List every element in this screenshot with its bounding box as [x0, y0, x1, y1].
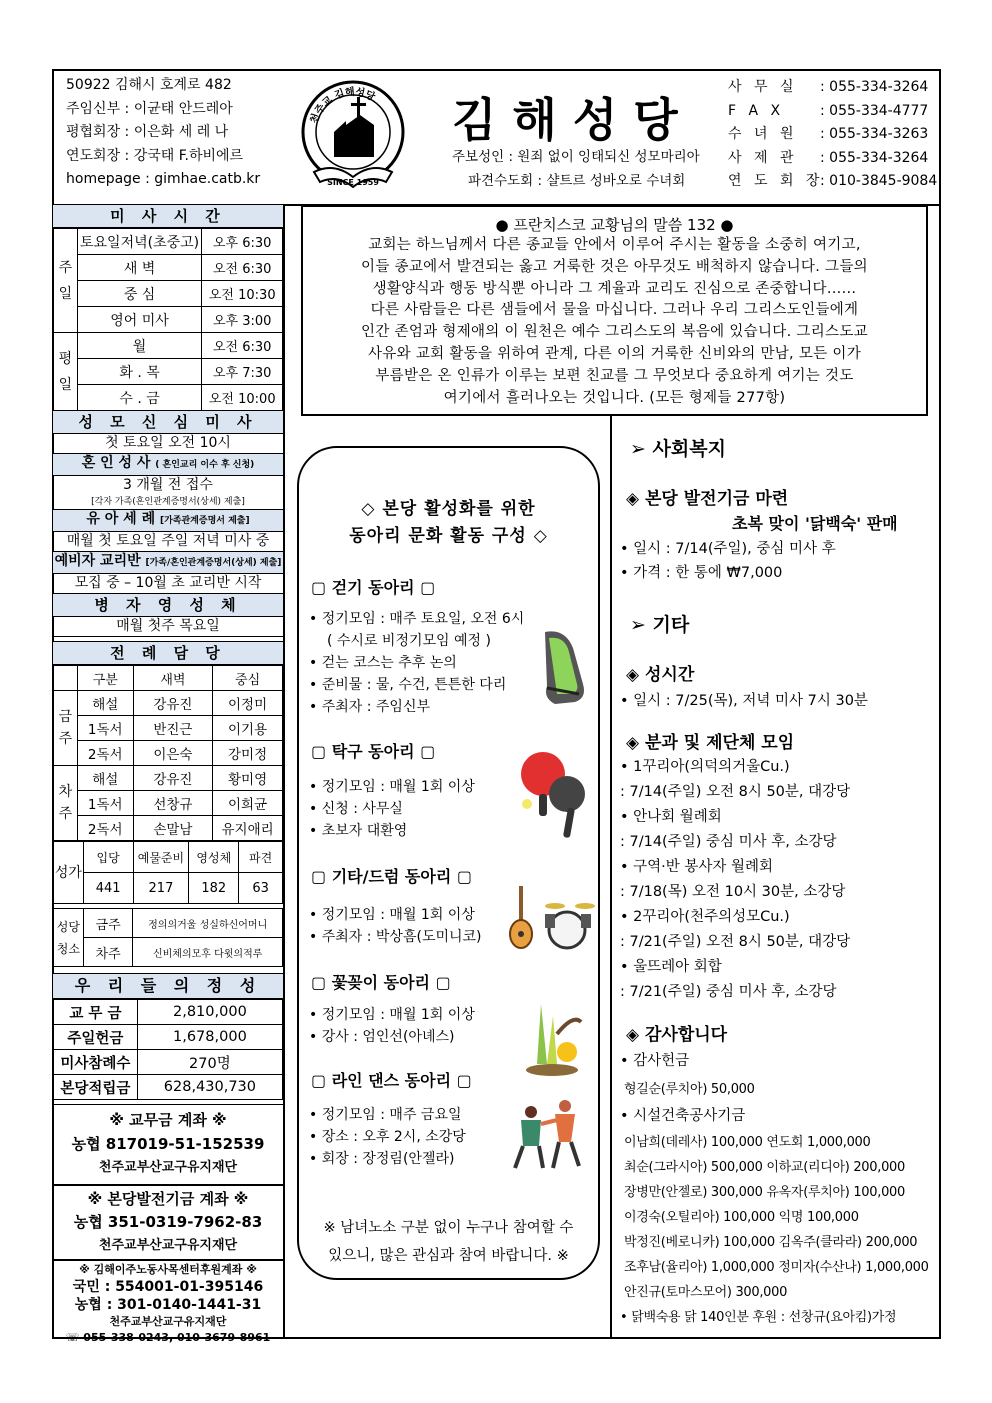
- table-row: [54, 816, 283, 841]
- contact-number: : 055-334-3264: [820, 149, 929, 166]
- mass-name: 토요일저녁(초중고): [77, 229, 202, 255]
- liturgy-cell: 해설: [77, 766, 133, 791]
- liturgy-week-label: 차주: [54, 766, 78, 841]
- liturgy-corner: [54, 666, 78, 691]
- donor-line: 장병만(안젤로) 300,000 유옥자(루치아) 100,000: [624, 1185, 905, 1200]
- offering-value: 628,430,730: [137, 1075, 282, 1100]
- table-row: [54, 716, 283, 741]
- homepage-link[interactable]: homepage : gimhae.catb.kr: [66, 171, 261, 187]
- guitar-drum-club-title: ▢ 기타/드럼 동아리 ▢: [311, 867, 472, 886]
- account-3-number-1: 국민 : 554001-01-395146: [72, 1279, 264, 1295]
- contact-label: 수 녀 원: [728, 126, 798, 142]
- liturgy-cell: 2독서: [77, 741, 133, 766]
- thanks-chicken-donor: • 닭백숙용 닭 140인분 후원 : 선창규(요아킴)가정: [620, 1310, 897, 1325]
- contact-row: [728, 100, 937, 124]
- contact-row: [728, 170, 937, 194]
- council-president: 평협회장 : 이은화 세 레 나: [66, 124, 229, 140]
- header-info: [66, 74, 260, 192]
- fund-subtitle: 초복 맞이 '닭백숙' 판매: [732, 514, 898, 533]
- contact-row: [728, 147, 937, 171]
- contact-list: [728, 76, 937, 194]
- club-detail: • 초보자 대환영: [309, 820, 475, 842]
- choir-hymn-number: 217: [133, 873, 189, 904]
- clubs-footer-line-2: 있으니, 많은 관심과 참여 바랍니다. ※: [328, 1248, 569, 1264]
- group-line: • 1꾸리아(의덕의거울Cu.): [620, 759, 790, 775]
- club-detail: • 신청 : 사무실: [309, 798, 475, 820]
- choir-value-row: [54, 873, 283, 904]
- quote-line: 부름받은 온 인류가 이루는 보편 친교를 그 무엇보다 중요하게 여기는 것도: [375, 367, 854, 384]
- mass-row: [54, 385, 283, 411]
- choir-header: 파견: [239, 842, 283, 873]
- catechumen-text: 모집 중 – 10월 초 교리반 시작: [53, 574, 283, 594]
- club-detail: • 정기모임 : 매월 1회 이상: [309, 904, 482, 926]
- pope-quote-title: ● 프란치스코 교황님의 말씀 132 ●: [495, 216, 734, 234]
- pastor: 주임신부 : 이균태 안드레아: [66, 100, 233, 117]
- right-column-divider: [610, 416, 612, 1339]
- mass-name: 수 . 금: [77, 385, 202, 411]
- offering-table: [53, 999, 283, 1100]
- flower-arrangement-icon: [517, 994, 587, 1078]
- mass-name: 영어 미사: [77, 307, 202, 333]
- holy-hour-date: • 일시 : 7/25(목), 저녁 미사 7시 30분: [620, 693, 868, 709]
- thanks-offering-label: • 감사헌금: [620, 1053, 690, 1069]
- clubs-box: [297, 446, 600, 1280]
- group-line: • 안나회 월례회: [620, 809, 722, 825]
- table-row: [54, 791, 283, 816]
- club-detail: • 걷는 코스는 추후 논의: [309, 652, 524, 674]
- choir-header: 입당: [83, 842, 133, 873]
- mass-name: 중 심: [77, 281, 202, 307]
- mass-row: [54, 255, 283, 281]
- club-detail: • 정기모임 : 매월 1회 이상: [309, 776, 475, 798]
- groups-list: [620, 755, 850, 1005]
- pope-quote-box: [301, 205, 928, 416]
- parish-logo-icon: [294, 77, 412, 195]
- group-line: • 울뜨레아 회합: [620, 959, 722, 975]
- cleaning-table: [53, 908, 283, 967]
- flower-club-details: [309, 1004, 475, 1048]
- contact-row: [728, 76, 937, 100]
- mass-group-label: 주일: [54, 229, 78, 333]
- choir-header-row: [54, 842, 283, 873]
- mass-row: [54, 333, 283, 359]
- choir-label: 성가: [54, 842, 84, 904]
- choir-table: [53, 841, 283, 904]
- contact-label: F A X: [728, 102, 785, 119]
- choir-hymn-number: 441: [83, 873, 133, 904]
- account-box-2: [53, 1184, 283, 1257]
- mission-order: 파견수도회 : 샬트르 성바오로 수녀회: [468, 173, 686, 189]
- quote-line: 이들 종교에서 발견되는 옳고 거룩한 것은 아무것도 배척하지 않습니다. 그들의: [361, 258, 868, 275]
- baptism-title: 유 아 세 례 [가족관계증명서 제출]: [53, 510, 283, 532]
- mass-times-table: [53, 228, 283, 411]
- quote-line: 인간 존엄과 형제애의 이 원천은 예수 그리스도의 복음에 있습니다. 그리스도교: [361, 324, 868, 341]
- mass-time: 오전 6:30: [202, 333, 283, 359]
- table-row: [54, 766, 283, 791]
- cleaning-next-group: 신비체의모후 다윗의적루: [133, 938, 283, 967]
- contact-label: 연 도 회 장: [728, 173, 824, 189]
- sick-communion-title: 병 자 영 성 체: [53, 594, 283, 617]
- svg-text:SINCE 1959: SINCE 1959: [327, 178, 379, 187]
- donor-line: 최순(그라시아) 500,000 이하교(리디아) 200,000: [624, 1160, 905, 1175]
- table-tennis-club-details: [309, 776, 475, 842]
- fund-date: • 일시 : 7/14(주일), 중심 미사 후: [620, 541, 836, 557]
- club-detail: • 주최자 : 박상흠(도미니코): [309, 926, 482, 948]
- thanks-title: ◈ 감사합니다: [626, 1025, 728, 1045]
- holy-hour-title: ◈ 성시간: [626, 665, 695, 685]
- liturgy-cell: 선창규: [133, 791, 213, 816]
- offering-value: 270명: [137, 1050, 282, 1075]
- choir-header: 예물준비: [133, 842, 189, 873]
- thanks-building-label: • 시설건축공사기금: [620, 1108, 746, 1124]
- social-welfare-heading: ➢ 사회복지: [630, 438, 726, 460]
- contact-label: 사 무 실: [728, 79, 798, 95]
- choir-header: 영성체: [189, 842, 239, 873]
- liturgy-cell: 유지애리: [213, 816, 283, 841]
- offering-label: 교 무 금: [54, 1000, 138, 1025]
- liturgy-cell: 이희균: [213, 791, 283, 816]
- svg-text:천주교 김해성당: 천주교 김해성당: [309, 86, 377, 125]
- account-1-owner: 천주교부산교구유지재단: [98, 1160, 238, 1175]
- sick-communion-text: 매월 첫주 목요일: [53, 617, 283, 637]
- shoe-icon: [535, 628, 589, 706]
- contact-row: [728, 123, 937, 147]
- club-detail: • 회장 : 장정림(안젤라): [309, 1148, 466, 1170]
- clubs-footer-line-1: ※ 남녀노소 구분 없이 누구나 참여할 수: [323, 1220, 574, 1236]
- cleaning-label: 성당청소: [54, 909, 84, 967]
- wedding-title: 혼 인 성 사 ( 혼인교리 이수 후 신청): [53, 454, 283, 476]
- mary-mass-time: 첫 토요일 오전 10시: [53, 434, 283, 454]
- cleaning-this-week: 금주: [83, 909, 133, 938]
- offering-label: 본당적립금: [54, 1075, 138, 1100]
- offering-label: 미사참례수: [54, 1050, 138, 1075]
- quote-line: 생활양식과 행동 방식뿐 아니라 그 계율과 교리도 진심으로 존중합니다......: [372, 280, 857, 297]
- group-line: • 2꾸리아(천주의성모Cu.): [620, 909, 790, 925]
- cleaning-next-week: 차주: [83, 938, 133, 967]
- liturgy-header: 새벽: [133, 666, 213, 691]
- offering-value: 2,810,000: [137, 1000, 282, 1025]
- clubs-title-line-1: ◇ 본당 활성화를 위한: [361, 499, 536, 519]
- walking-club-details: [309, 608, 524, 718]
- catechumen-title: 예비자 교리반 [가족/혼인관계증명서(상세) 제출]: [53, 552, 283, 574]
- mass-group-label: 평일: [54, 333, 78, 411]
- contact-number: : 055-334-4777: [820, 102, 929, 119]
- liturgy-cell: 1독서: [77, 791, 133, 816]
- fund-price: • 가격 : 한 통에 ₩7,000: [620, 565, 783, 581]
- group-line: • 구역·반 봉사자 월례회: [620, 859, 774, 875]
- club-detail: • 주최자 : 주임신부: [309, 696, 524, 718]
- offering-row: [54, 1075, 283, 1100]
- club-detail: • 정기모임 : 매주 금요일: [309, 1104, 466, 1126]
- account-2-owner: 천주교부산교구유지재단: [98, 1238, 238, 1253]
- account-box-3: [53, 1259, 283, 1346]
- mary-mass-title: 성 모 신 심 미 사: [53, 411, 283, 434]
- offering-value: 1,678,000: [137, 1025, 282, 1050]
- contact-number: : 055-334-3263: [820, 126, 929, 142]
- liturgy-cell: 1독서: [77, 716, 133, 741]
- liturgy-title: 전 례 담 당: [53, 641, 283, 665]
- liturgy-cell: 반진근: [133, 716, 213, 741]
- club-detail: • 정기모임 : 매월 1회 이상: [309, 1004, 475, 1026]
- offering-label: 주일헌금: [54, 1025, 138, 1050]
- mass-time: 오전 10:30: [202, 281, 283, 307]
- liturgy-header: 중심: [213, 666, 283, 691]
- liturgy-cell: 강미정: [213, 741, 283, 766]
- baptism-text: 매월 첫 토요일 주일 저녁 미사 중: [53, 532, 283, 552]
- mass-time: 오후 3:00: [202, 307, 283, 333]
- mass-time: 오전 10:00: [202, 385, 283, 411]
- page-title: 김해성당: [452, 93, 694, 147]
- mass-times-title: 미 사 시 간: [53, 205, 283, 228]
- clubs-footer: [299, 1214, 598, 1270]
- liturgy-header: 구분: [77, 666, 133, 691]
- liturgy-table: [53, 665, 283, 841]
- account-box-1: [53, 1104, 283, 1180]
- clubs-title-line-2: 동아리 문화 활동 구성 ◇: [349, 526, 548, 546]
- liturgy-cell: 이은숙: [133, 741, 213, 766]
- liturgy-cell: 강유진: [133, 691, 213, 716]
- mass-time: 오전 6:30: [202, 255, 283, 281]
- offering-row: [54, 1025, 283, 1050]
- left-column: [53, 205, 283, 1346]
- wedding-text: 3 개월 전 접수: [123, 477, 213, 493]
- offering-row: [54, 1000, 283, 1025]
- table-tennis-club-title: ▢ 탁구 동아리 ▢: [311, 742, 436, 761]
- guitar-drum-club-details: [309, 904, 482, 948]
- thanks-building-donors: [624, 1130, 929, 1305]
- left-column-divider: [283, 204, 285, 1339]
- liturgy-week-label: 금주: [54, 691, 78, 766]
- contact-label: 사 제 관: [728, 149, 798, 166]
- choir-hymn-number: 63: [239, 873, 283, 904]
- account-2-number: 농협 351-0319-7962-83: [73, 1213, 263, 1231]
- cleaning-this-group: 정의의거울 성실하신어머니: [133, 909, 283, 938]
- liturgy-cell: 손말남: [133, 816, 213, 841]
- club-detail: • 준비물 : 물, 수건, 튼튼한 다리: [309, 674, 524, 696]
- pope-quote-text: [303, 235, 926, 409]
- contact-number: : 010-3845-9084: [820, 173, 938, 189]
- liturgy-cell: 이기용: [213, 716, 283, 741]
- account-3-owner: 천주교부산교구유지재단: [109, 1315, 227, 1328]
- table-row: [54, 691, 283, 716]
- quote-line: 여기에서 흘러나오는 것입니다. (모든 형제들 277항): [443, 389, 786, 406]
- flower-club-title: ▢ 꽃꽂이 동아리 ▢: [311, 973, 451, 992]
- contact-number: : 055-334-3264: [820, 79, 929, 95]
- liturgy-cell: 강유진: [133, 766, 213, 791]
- donor-line: 이경숙(오틸리아) 100,000 익명 100,000: [624, 1210, 859, 1225]
- club-detail: • 정기모임 : 매주 토요일, 오전 6시: [309, 608, 524, 630]
- table-row: [54, 741, 283, 766]
- account-1-number: 농협 817019-51-152539: [71, 1135, 265, 1153]
- clubs-title: [299, 496, 598, 550]
- groups-title: ◈ 분과 및 제단체 모임: [626, 733, 795, 753]
- mass-name: 월: [77, 333, 202, 359]
- dancers-icon: [505, 1098, 591, 1172]
- group-line: : 7/14(주일) 오전 8시 50분, 대강당: [620, 784, 851, 800]
- quote-line: 다른 사람들은 다른 샘들에서 물을 마십니다. 그러나 우리 그리스도인들에게: [370, 302, 859, 319]
- mass-row: [54, 307, 283, 333]
- offering-title: 우 리 들 의 정 성: [53, 973, 283, 999]
- club-detail: • 장소 : 오후 2시, 소강당: [309, 1126, 466, 1148]
- donor-line: 이남희(데레사) 100,000 연도회 1,000,000: [624, 1135, 871, 1150]
- club-detail: ( 수시로 비정기모임 예정 ): [327, 633, 491, 649]
- mass-name: 화 . 목: [77, 359, 202, 385]
- address: 50922 김해시 호계로 482: [66, 77, 232, 93]
- donor-line: 조후남(율리아) 1,000,000 정미자(수산나) 1,000,000: [624, 1260, 929, 1275]
- mass-row: [54, 281, 283, 307]
- mass-row: [54, 229, 283, 255]
- account-1-title: ※ 교무금 계좌 ※: [109, 1111, 227, 1129]
- account-3-title: ※ 김해이주노동사목센터후원계좌 ※: [79, 1263, 257, 1276]
- group-line: : 7/14(주일) 중심 미사 후, 소강당: [620, 834, 837, 850]
- liturgy-header-row: [54, 666, 283, 691]
- thanks-offering-donor: 형길순(루치아) 50,000: [624, 1082, 755, 1097]
- youth-president: 연도회장 : 강국태 F.하비에르: [66, 147, 244, 164]
- ping-pong-paddle-icon: [519, 744, 589, 850]
- donor-line: 박정진(베로니카) 100,000 김옥주(클라라) 200,000: [624, 1235, 918, 1250]
- patron-saint: 주보성인 : 원죄 없이 잉태되신 성모마리아: [452, 149, 700, 165]
- choir-hymn-number: 182: [189, 873, 239, 904]
- club-detail: • 강사 : 엄인선(아녜스): [309, 1026, 475, 1048]
- account-2-title: ※ 본당발전기금 계좌 ※: [87, 1190, 249, 1208]
- wedding-docs: [각자 가족(혼인관계증명서(상세) 제출]: [53, 495, 283, 510]
- mass-row: [54, 359, 283, 385]
- liturgy-cell: 2독서: [77, 816, 133, 841]
- donor-line: 안진규(토마스모어) 300,000: [624, 1285, 788, 1300]
- walking-club-title: ▢ 걷기 동아리 ▢: [311, 578, 436, 597]
- offering-row: [54, 1050, 283, 1075]
- mass-time: 오후 7:30: [202, 359, 283, 385]
- line-dance-club-details: [309, 1104, 466, 1170]
- line-dance-club-title: ▢ 라인 댄스 동아리 ▢: [311, 1071, 472, 1090]
- liturgy-cell: 해설: [77, 691, 133, 716]
- fund-title: ◈ 본당 발전기금 마련: [626, 489, 789, 509]
- etc-heading: ➢ 기타: [630, 614, 690, 636]
- group-line: : 7/21(주일) 오전 8시 50분, 대강당: [620, 934, 851, 950]
- quote-line: 사유와 교회 활동을 위하여 관계, 다른 이의 거룩한 신비와의 만남, 모든 이가: [367, 345, 862, 362]
- group-line: : 7/21(주일) 중심 미사 후, 소강당: [620, 984, 837, 1000]
- account-3-number-2: 농협 : 301-0140-1441-31: [74, 1297, 262, 1313]
- group-line: : 7/18(목) 오전 10시 30분, 소강당: [620, 884, 846, 900]
- account-3-phone: ☏ 055-338-0243, 010-3679-8961: [65, 1331, 271, 1344]
- guitar-drum-icon: [507, 884, 597, 956]
- liturgy-cell: 황미영: [213, 766, 283, 791]
- quote-line: 교회는 하느님께서 다른 종교들 안에서 이루어 주시는 활동을 소중히 여기고,: [368, 237, 861, 253]
- mass-name: 새 벽: [77, 255, 202, 281]
- liturgy-cell: 이정미: [213, 691, 283, 716]
- mass-time: 오후 6:30: [202, 229, 283, 255]
